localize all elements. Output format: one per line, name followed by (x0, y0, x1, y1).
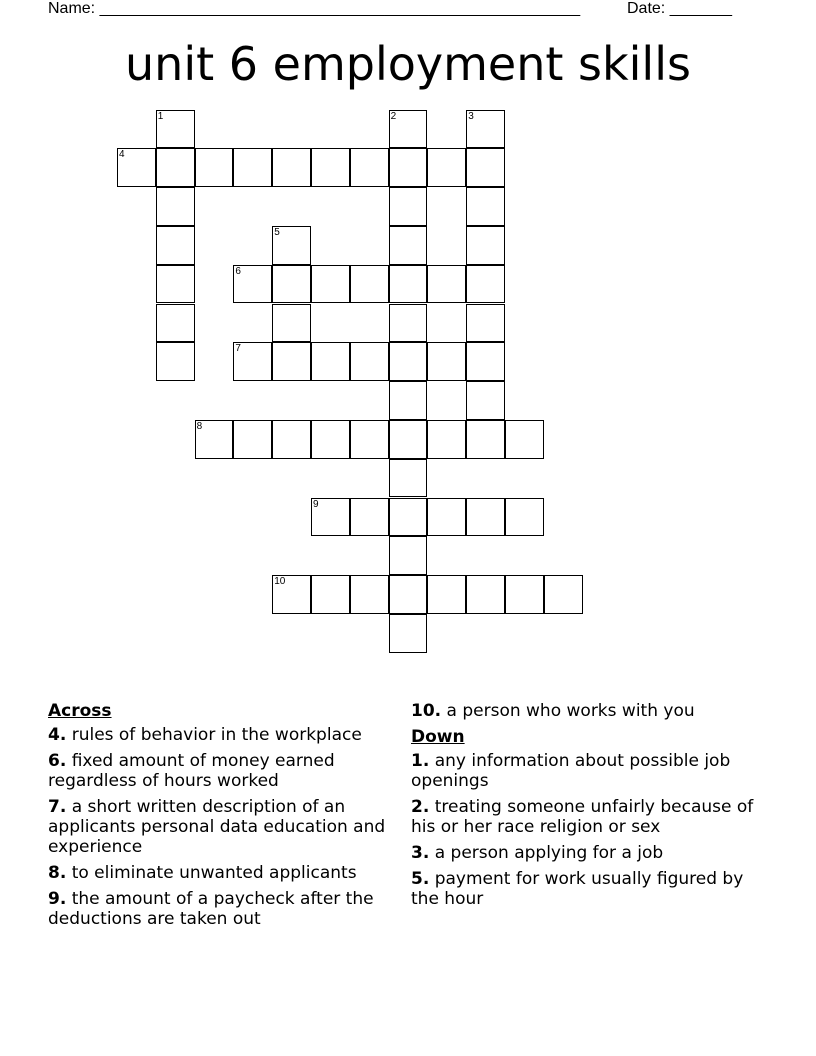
crossword-cell[interactable] (389, 420, 428, 459)
clue-number: 9 (313, 498, 319, 510)
crossword-cell[interactable] (389, 381, 428, 420)
crossword-cell[interactable] (389, 226, 428, 265)
crossword-cell[interactable] (311, 575, 350, 614)
clues-column-right (411, 701, 761, 915)
crossword-cell[interactable] (272, 265, 311, 304)
crossword-cell[interactable] (427, 498, 466, 537)
clue-across-7: 7. a short written description of an applicants personal data education and experience (48, 797, 386, 857)
clue-across-8: 8. to eliminate unwanted applicants (48, 863, 357, 883)
crossword-cell[interactable] (427, 265, 466, 304)
crossword-cell[interactable] (427, 575, 466, 614)
crossword-cell[interactable] (389, 304, 428, 343)
crossword-cell[interactable] (233, 342, 272, 381)
crossword-cell[interactable] (505, 420, 544, 459)
crossword-cell[interactable] (427, 342, 466, 381)
crossword-cell[interactable] (505, 498, 544, 537)
crossword-cell[interactable] (389, 148, 428, 187)
crossword-cell[interactable] (311, 342, 350, 381)
clue-across-6: 6. fixed amount of money earned regardless of hours worked (48, 751, 335, 791)
crossword-cell[interactable] (195, 148, 234, 187)
crossword-cell[interactable] (350, 148, 389, 187)
crossword-cell[interactable] (389, 575, 428, 614)
crossword-cell[interactable] (311, 148, 350, 187)
crossword-cell[interactable] (389, 498, 428, 537)
clue-number: 7 (235, 343, 241, 355)
crossword-cell[interactable] (466, 342, 505, 381)
crossword-cell[interactable] (156, 265, 195, 304)
crossword-cell[interactable] (156, 110, 195, 149)
crossword-cell[interactable] (156, 304, 195, 343)
clue-down-1: 1. any information about possible job openings (411, 751, 731, 791)
crossword-cell[interactable] (350, 498, 389, 537)
crossword-cell[interactable] (156, 148, 195, 187)
crossword-cell[interactable] (195, 420, 234, 459)
crossword-cell[interactable] (466, 226, 505, 265)
crossword-cell[interactable] (311, 265, 350, 304)
across-heading: Across (48, 701, 112, 721)
crossword-cell[interactable] (156, 226, 195, 265)
crossword-cell[interactable] (389, 342, 428, 381)
crossword-cell[interactable] (389, 614, 428, 653)
crossword-cell[interactable] (350, 575, 389, 614)
crossword-cell[interactable] (233, 148, 272, 187)
crossword-cell[interactable] (117, 148, 156, 187)
clue-across-10: 10. a person who works with you (411, 701, 695, 721)
crossword-cell[interactable] (466, 575, 505, 614)
clue-number: 6 (235, 265, 241, 277)
crossword-cell[interactable] (466, 110, 505, 149)
crossword-cell[interactable] (427, 420, 466, 459)
puzzle-title: unit 6 employment skills (125, 37, 691, 91)
clue-number: 1 (157, 110, 164, 122)
crossword-cell[interactable] (311, 420, 350, 459)
crossword-cell[interactable] (311, 498, 350, 537)
clue-across-9: 9. the amount of a paycheck after the deductions are taken out (48, 889, 374, 929)
crossword-cell[interactable] (389, 187, 428, 226)
crossword-cell[interactable] (466, 304, 505, 343)
crossword-cell[interactable] (233, 420, 272, 459)
name-field: Name: ______________________________________________________ (48, 0, 581, 17)
crossword-cell[interactable] (466, 498, 505, 537)
clue-across-4: 4. rules of behavior in the workplace (48, 725, 362, 745)
crossword-cell[interactable] (156, 187, 195, 226)
crossword-cell[interactable] (156, 342, 195, 381)
crossword-cell[interactable] (350, 265, 389, 304)
crossword-cell[interactable] (427, 148, 466, 187)
clues-column-left (48, 701, 393, 935)
crossword-cell[interactable] (272, 304, 311, 343)
crossword-cell[interactable] (272, 420, 311, 459)
date-field: Date: _______ (627, 0, 732, 17)
clue-down-3: 3. a person applying for a job (411, 843, 664, 863)
clue-number: 3 (468, 110, 474, 122)
crossword-cell[interactable] (466, 420, 505, 459)
crossword-cell[interactable] (350, 342, 389, 381)
clue-number: 10 (274, 576, 286, 588)
crossword-cell[interactable] (466, 187, 505, 226)
crossword-cell[interactable] (466, 148, 505, 187)
crossword-cell[interactable] (389, 110, 428, 149)
clue-number: 4 (119, 149, 125, 161)
crossword-cell[interactable] (272, 575, 311, 614)
crossword-cell[interactable] (389, 265, 428, 304)
crossword-cell[interactable] (272, 226, 311, 265)
crossword-cell[interactable] (466, 381, 505, 420)
clue-number: 5 (274, 226, 280, 238)
crossword-cell[interactable] (389, 536, 428, 575)
clue-number: 8 (196, 420, 203, 432)
crossword-cell[interactable] (350, 420, 389, 459)
crossword-cell[interactable] (466, 265, 505, 304)
clue-down-2: 2. treating someone unfairly because of his or her race religion or sex (411, 797, 754, 837)
crossword-cell[interactable] (505, 575, 544, 614)
crossword-cell[interactable] (272, 148, 311, 187)
clue-down-5: 5. payment for work usually figured by the hour (411, 869, 744, 909)
crossword-cell[interactable] (389, 459, 428, 498)
crossword-cell[interactable] (544, 575, 583, 614)
clue-number: 2 (390, 110, 397, 122)
crossword-cell[interactable] (272, 342, 311, 381)
down-heading: Down (411, 727, 465, 747)
crossword-cell[interactable] (233, 265, 272, 304)
